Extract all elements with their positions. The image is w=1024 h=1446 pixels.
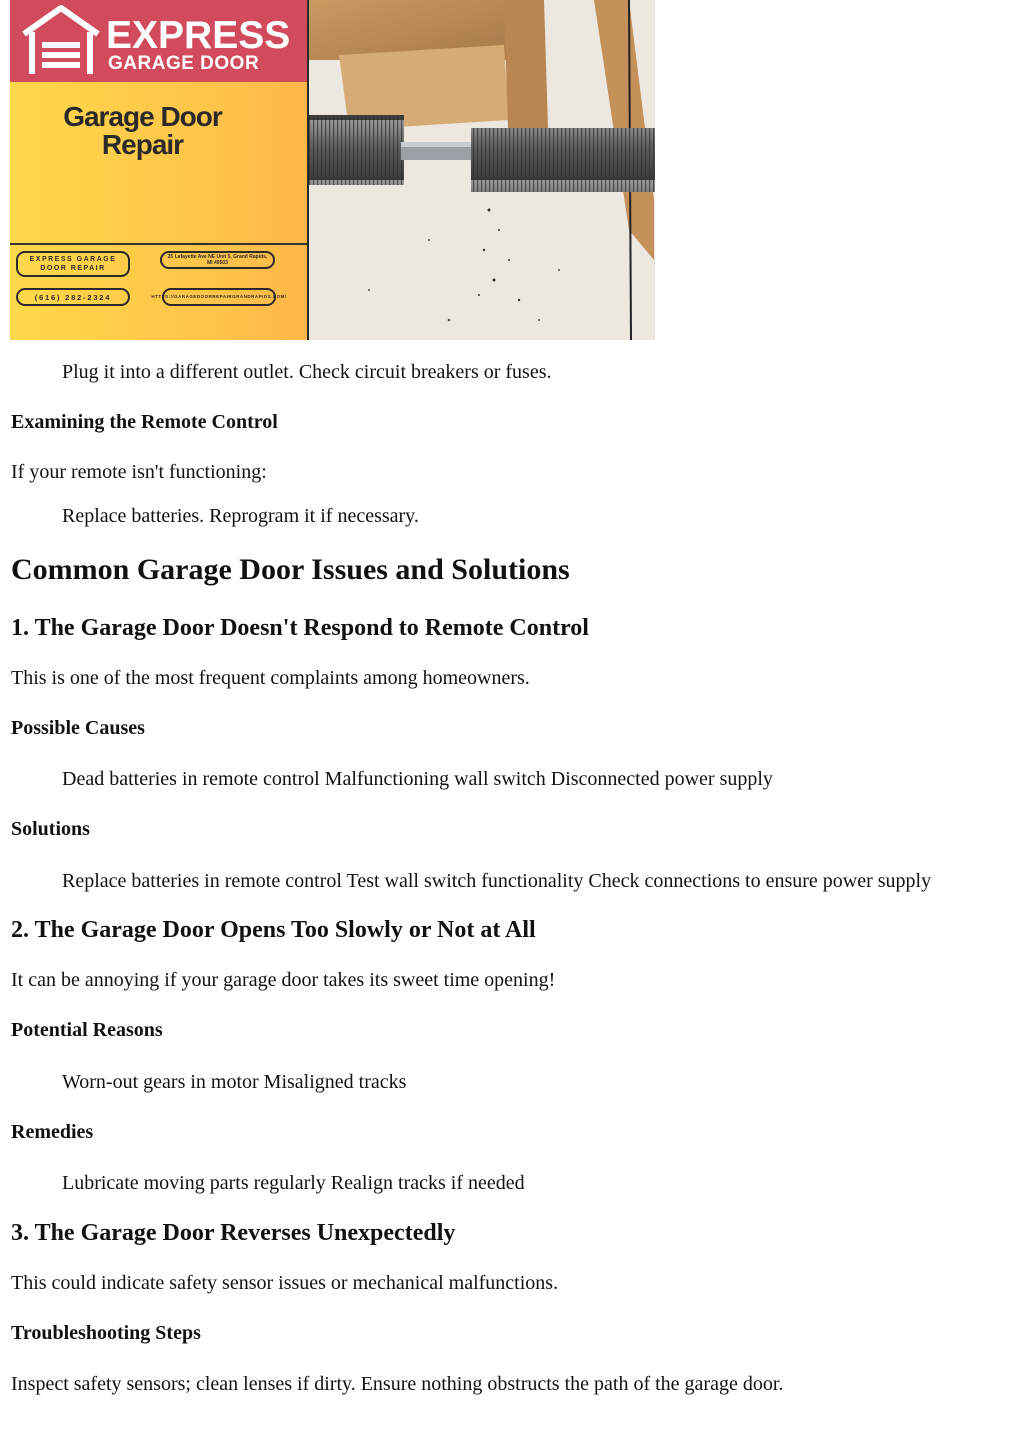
- phone-pill: (616) 282-2324: [16, 288, 130, 306]
- brand-strip: [10, 0, 308, 82]
- paragraph-remote-intro: If your remote isn't functioning:: [11, 461, 267, 483]
- heading-remedies: Remedies: [11, 1121, 94, 1143]
- heading-possible-causes: Possible Causes: [11, 717, 145, 739]
- paragraph-remedies: Lubricate moving parts regularly Realign tracks if needed: [62, 1172, 525, 1194]
- heading-remote-control: Examining the Remote Control: [11, 411, 278, 433]
- brand-name: EXPRESS: [106, 14, 291, 57]
- paragraph-remote-steps: Replace batteries. Reprogram it if necessary.: [62, 505, 419, 527]
- banner-image: [10, 0, 655, 340]
- torsion-spring-photo: [309, 0, 655, 340]
- heading-issue-3: 3. The Garage Door Reverses Unexpectedly: [11, 1220, 456, 1246]
- heading-issue-2: 2. The Garage Door Opens Too Slowly or Not at All: [11, 917, 536, 943]
- paragraph-issue-3: This could indicate safety sensor issues or mechanical malfunctions.: [11, 1272, 559, 1294]
- banner-left-panel: [10, 0, 308, 340]
- paragraph-outlet: Plug it into a different outlet. Check circuit breakers or fuses.: [62, 361, 552, 383]
- heading-common-issues: Common Garage Door Issues and Solutions: [11, 553, 570, 586]
- url-pill: HTTPS://GARAGEDOORREPAIRGRANDRAPIDS.COM/: [162, 288, 276, 306]
- banner-title: [30, 103, 255, 159]
- paragraph-issue-2: It can be annoying if your garage door takes its sweet time opening!: [11, 969, 556, 991]
- heading-troubleshooting: Troubleshooting Steps: [11, 1322, 201, 1344]
- house-garage-icon: [18, 4, 104, 76]
- heading-solutions: Solutions: [11, 818, 90, 840]
- heading-potential-reasons: Potential Reasons: [11, 1019, 163, 1041]
- brand-subtitle: GARAGE DOOR: [108, 53, 260, 74]
- banner-title-line-1: Garage Door: [63, 101, 222, 132]
- paragraph-troubleshooting: Inspect safety sensors; clean lenses if dirty. Ensure nothing obstructs the path of the garage door.: [11, 1373, 784, 1395]
- business-name-pill: EXPRESS GARAGE DOOR REPAIR: [16, 251, 130, 277]
- address-pill: 25 Lafayette Ave NE Unit 5, Grand Rapids, MI 49503: [160, 251, 275, 269]
- paragraph-solutions: Replace batteries in remote control Test wall switch functionality Check connections to ensure power supply: [62, 870, 932, 892]
- paragraph-possible-causes: Dead batteries in remote control Malfunctioning wall switch Disconnected power supply: [62, 768, 773, 790]
- paragraph-potential-reasons: Worn-out gears in motor Misaligned tracks: [62, 1071, 407, 1093]
- banner-divider-rule: [10, 243, 308, 245]
- banner-title-line-2: Repair: [101, 129, 184, 160]
- paragraph-issue-1: This is one of the most frequent complaints among homeowners.: [11, 667, 530, 689]
- torsion-spring-illustration: [309, 0, 655, 340]
- heading-issue-1: 1. The Garage Door Doesn't Respond to Remote Control: [11, 615, 589, 641]
